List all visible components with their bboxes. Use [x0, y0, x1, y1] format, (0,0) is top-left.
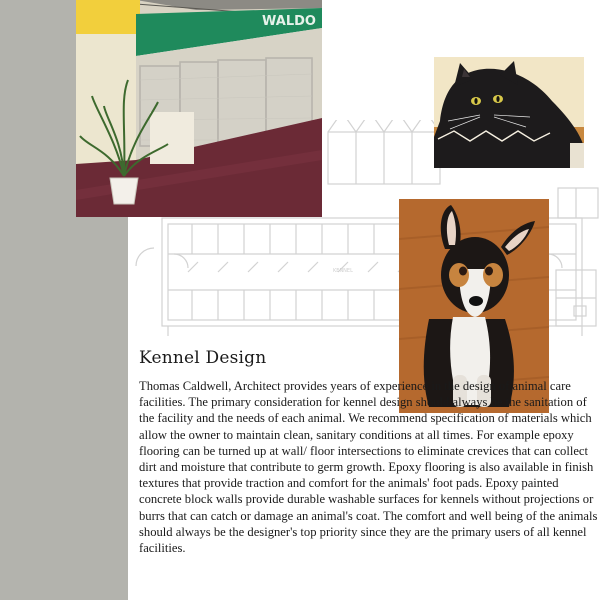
page-title: Kennel Design — [139, 348, 267, 368]
svg-text:KENNEL: KENNEL — [333, 268, 353, 274]
kennel-interior-photo — [76, 0, 322, 217]
black-cat-photo — [434, 57, 584, 168]
kennel-design-description: Thomas Caldwell, Architect provides years of experience in the design of animal care facilities. The primary consideration for kennel design should always be the sanitation of the facility and the needs of each animal. We recommend specification of materials which allow the owner to maintain clean, sanitary conditions at all times. For example epoxy flooring can be turned up at wall/ floor intersections to eliminate crevices that can collect dirt and moisture that contribute to germ growth. Epoxy flooring is also available in finish textures that provide traction and comfort for the animals' foot pads. Epoxy painted concrete block walls provide durable washable surfaces for kennels without projections or burrs that can catch or damage an animal's coat. The comfort and well being of the animals should always be the designer's top priority since they are the primary users of all kennel facilities. — [139, 379, 598, 556]
waldo-sign-text: WALDO — [262, 14, 316, 29]
